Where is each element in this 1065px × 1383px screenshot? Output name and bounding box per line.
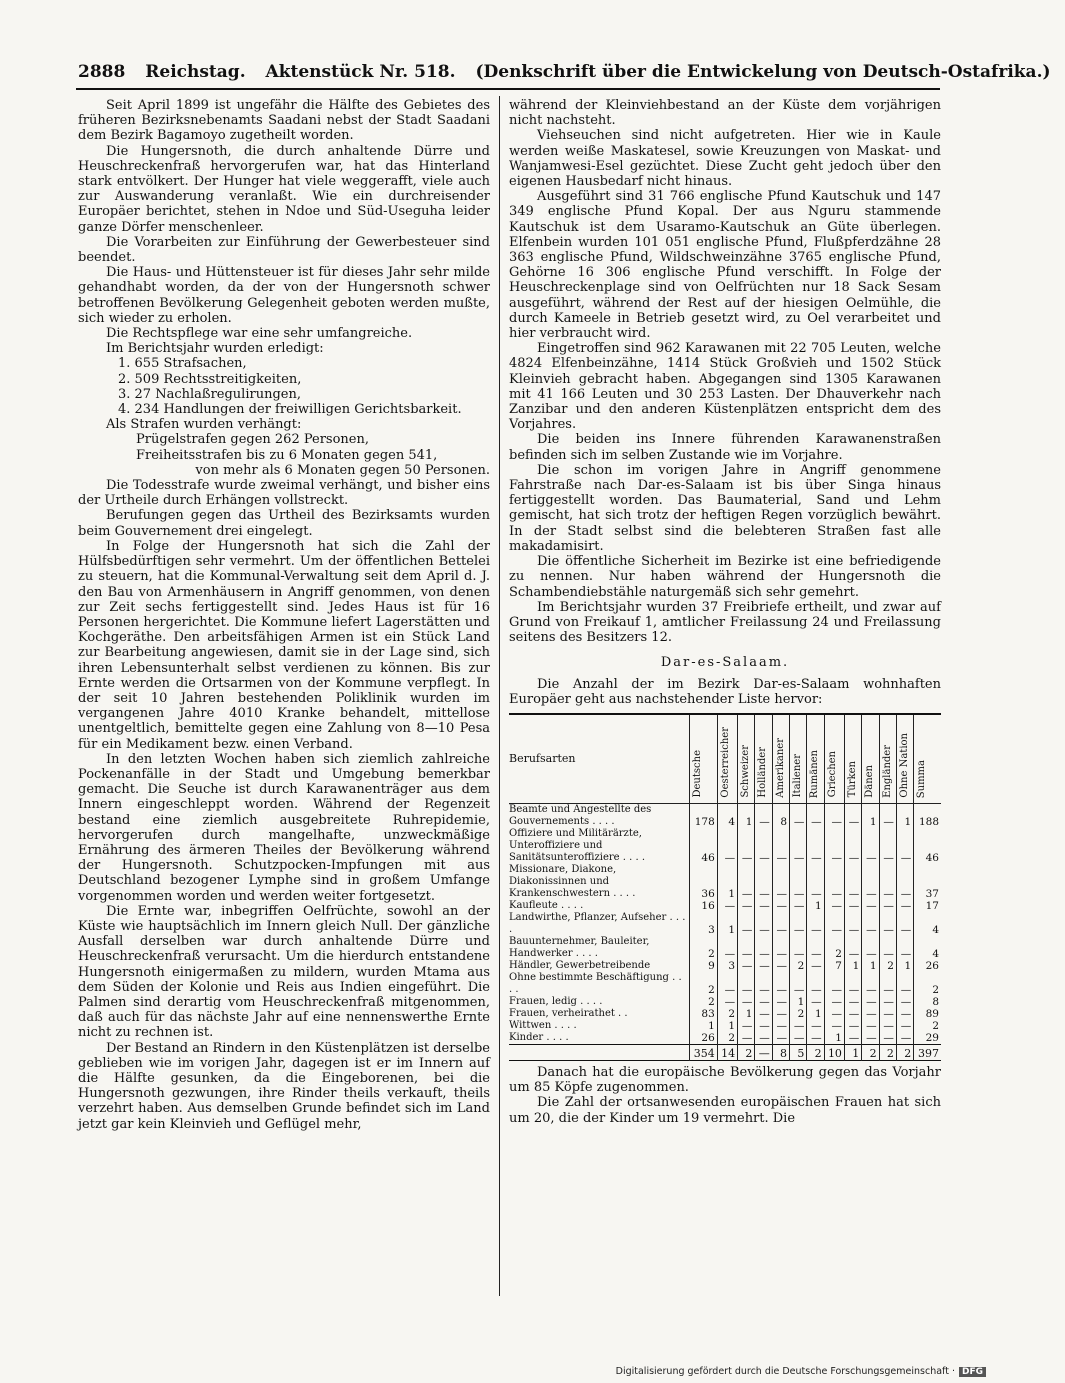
table-cell: — [738,972,755,996]
row-label: Offiziere und Militärärzte, Unteroffiziere und Sanitätsunteroffiziere . . . . [509,827,646,863]
paragraph: Viehseuchen sind nicht aufgetreten. Hier wie in Kaule werden weiße Maskatesel, sowie Kreuzungen von Maskat- und Wanjamwesi-Esel gezüchtet. Diese Zucht geht jedoch über den eigenen Hausbedarf nicht hinaus. [509,128,941,190]
table-cell: — [879,996,896,1008]
total-cell: 2 [896,1044,913,1060]
total-cell: 8 [772,1044,789,1060]
table-cell: 1 [807,1008,824,1020]
european-population-table [509,713,941,1061]
total-cell: 2 [862,1044,879,1060]
table-cell: — [824,972,844,996]
table-cell: — [862,912,879,936]
table-cell: — [738,996,755,1008]
column-header [896,714,913,804]
paragraph: Ausgeführt sind 31 766 englische Pfund Kautschuk und 147 349 englische Pfund Kopal. Der aus Nguru stammende Kautschuk ist dem Usaramo-Kautschuk an Güte überlegen. Elfenbein wurden 101 051 englische Pfund, Flußpferdzähne 28 363 englische Pfund, Wildschweinzähne 3765 englische Pfund, Gehörne 16 306 englische Pfund verschifft. In Folge der Heuschreckenplage sind von Oelfrüchten nur 18 Sack Sesam ausgeführt, während der Rest auf der hiesigen Oelmühle, die durch Kameele in Betrieb gesetzt wird, zu Oel verarbeitet und hier verbraucht wird. [509,189,941,342]
table-row [509,1008,941,1020]
table-body [509,803,941,1060]
column-header-label: Summa [916,759,928,798]
table-cell: — [807,960,824,972]
table-cell: — [844,803,861,828]
table-cell: 4 [914,936,941,960]
table-cell: — [790,912,807,936]
table-cell: — [807,996,824,1008]
paragraph: Die öffentliche Sicherheit im Bezirke ist eine befriedigende zu nennen. Nur haben während der Hungersnoth die Schambendiebstähle naturgemäß sich sehr gemehrt. [509,554,941,600]
table-cell: 3 [717,960,737,972]
table-cell: — [862,936,879,960]
total-cell: 2 [807,1044,824,1060]
row-label: Ohne bestimmte Beschäftigung . . . . [509,971,682,995]
table-cell: 17 [914,900,941,912]
table-cell: — [717,972,737,996]
table-cell: 1 [862,960,879,972]
header-doc: Aktenstück Nr. 518. [265,62,456,82]
table-cell: — [844,1008,861,1020]
list-item: Prügelstrafen gegen 262 Personen, [136,432,369,448]
paragraph: Im Berichtsjahr wurden erledigt: [106,341,324,357]
column-header-label: Holländer [757,747,769,798]
column-header-label: Amerikaner [774,737,786,798]
table-cell: — [862,1008,879,1020]
paragraph: Die Hungersnoth, die durch anhaltende Dürre und Heuschreckenfraß hervorgerufen war, hat das Hinterland stark entvölkert. Der Hunger hat viele weggerafft, viele auch zur Auswanderung veranlaßt. Wie ein durchreisender Europäer berichtet, stehen in Ndoe und Süd-Useguha leider ganze Dörfer menschenleer. [78,143,490,235]
table-cell: 1 [790,996,807,1008]
table-cell: — [879,828,896,864]
table-cell: — [879,864,896,900]
table-cell: 46 [914,828,941,864]
table-cell: — [879,912,896,936]
table-cell: — [879,803,896,828]
table-cell: — [738,864,755,900]
table-cell: 3 [690,912,718,936]
row-label: Beamte und Angestellte des Gouvernements . . . . [509,803,652,827]
table-cell: — [772,1020,789,1032]
list-item: 1. 655 Strafsachen, [118,356,247,372]
paragraph: Danach hat die europäische Bevölkerung gegen das Vorjahr um 85 Köpfe zugenommen. [509,1064,941,1096]
table-cell: — [896,900,913,912]
table-cell: 2 [824,936,844,960]
column-header-label: Türken [846,761,858,798]
dfg-logo: DFG [959,1367,986,1377]
table-cell: — [790,864,807,900]
paragraph: während der Kleinviehbestand an der Küste dem vorjährigen nicht nachsteht. [509,98,941,129]
table-cell: — [790,828,807,864]
table-cell: — [755,1020,772,1032]
table-header-row [509,714,941,804]
paragraph: Die beiden ins Innere führenden Karawanenstraßen befinden sich im selben Zustande wie im Vorjahre. [509,432,941,463]
page-number: 2888 [78,62,126,82]
table-cell: 8 [914,996,941,1008]
table-cell: 1 [717,912,737,936]
table-cell: — [862,828,879,864]
table-row [509,1032,941,1045]
table-row [509,912,941,936]
column-header [790,714,807,804]
table-cell: — [755,912,772,936]
totals-label [509,1044,690,1060]
table-cell: 89 [914,1008,941,1020]
paragraph: Die Ernte war, inbegriffen Oelfrüchte, sowohl an der Küste wie hauptsächlich im Innern gleich Null. Der gänzliche Ausfall derselben war durch anhaltende Dürre und Heuschreckenfraß verursacht. Um die hierdurch entstandene Hungersnoth einigermaßen zu mildern, wurden Mtama aus dem Süden der Kolonie und Reis aus Indien eingeführt. Die Palmen sind derartig vom Heuschreckenfraß mitgenommen, daß auch für das nächste Jahr auf eine nennenswerthe Ernte nicht zu rechnen ist. [78,903,490,1041]
column-header [717,714,737,804]
column-header-label: Engländer [881,744,893,798]
footer-text: Digitalisierung gefördert durch die Deutsche Forschungsgemeinschaft · [615,1366,955,1377]
table-cell: 8 [772,803,789,828]
table-cell: — [896,1032,913,1045]
paragraph: Die Vorarbeiten zur Einführung der Gewerbesteuer sind beendet. [78,234,490,266]
table-cell: — [755,1032,772,1045]
table-cell: — [790,900,807,912]
table-cell: — [896,936,913,960]
table-cell: 29 [914,1032,941,1045]
table-cell: — [772,936,789,960]
table-cell: 4 [717,803,737,828]
table-cell: — [790,803,807,828]
table-row [509,996,941,1008]
column-header-profession: Berufsarten [509,714,690,804]
table-cell: — [790,1032,807,1045]
paragraph: Die Todesstrafe wurde zweimal verhängt, und bisher eins der Urtheile durch Erhängen vollstreckt. [78,478,490,509]
column-header [807,714,824,804]
table-cell: — [790,1020,807,1032]
table-cell: — [807,936,824,960]
column-header-label: Italiener [792,754,804,798]
table-cell: — [755,996,772,1008]
list-item: 2. 509 Rechtsstreitigkeiten, [118,371,302,387]
table-row [509,1020,941,1032]
table-cell: — [844,912,861,936]
table-cell: — [772,828,789,864]
table-cell: — [807,864,824,900]
column-header-label: Ohne Nation [898,733,910,798]
paragraph: Die Anzahl der im Bezirk Dar-es-Salaam wohnhaften Europäer geht aus nachstehender Liste hervor: [509,676,941,707]
table-cell: 2 [690,936,718,960]
table-cell: 9 [690,960,718,972]
column-header [690,714,718,804]
table-cell: — [824,912,844,936]
list-item: 4. 234 Handlungen der freiwilligen Gerichtsbarkeit. [118,402,462,418]
table-cell: — [896,828,913,864]
total-cell: 5 [790,1044,807,1060]
table-cell: 2 [879,960,896,972]
table-cell: — [772,1008,789,1020]
table-cell: — [862,972,879,996]
column-header-label: Deutsche [692,750,703,798]
header-subject: (Denkschrift über die Entwickelung von Deutsch-Ostafrika.) [475,62,1051,82]
table-cell: — [807,828,824,864]
table-cell: — [755,936,772,960]
table-cell: — [772,900,789,912]
total-cell: 2 [738,1044,755,1060]
table-cell: 1 [738,803,755,828]
page-header [78,62,1051,88]
right-column [509,98,941,1298]
list-item: 3. 27 Nachlaßregulirungen, [118,386,301,402]
column-header-label: Schweizer [740,745,752,798]
total-cell: 397 [914,1044,941,1060]
table-cell: — [755,828,772,864]
table-cell: 1 [717,864,737,900]
table-row [509,828,941,864]
table-cell: — [862,900,879,912]
row-label: Wittwen . . . . [509,1019,577,1031]
table-cell: 2 [717,1008,737,1020]
paragraph: Die schon im vorigen Jahre in Angriff genommene Fahrstraße nach Dar-es-Salaam ist bis über Singa hinaus fertiggestellt worden. Das Baumaterial, Sand und Lehm gemischt, hat sich trotz der heftigen Regen vorzüglich bewährt. In der Stadt selbst sind die belebteren Straßen fast alle makadamisirt. [509,462,941,554]
table-cell: 83 [690,1008,718,1020]
table-cell: 2 [914,972,941,996]
row-label: Kinder . . . . [509,1031,569,1043]
total-cell: 2 [879,1044,896,1060]
column-header [772,714,789,804]
table-cell: — [755,900,772,912]
table-cell: — [807,1020,824,1032]
row-label: Frauen, ledig . . . . [509,995,603,1007]
table-cell: — [896,1020,913,1032]
table-cell: 1 [896,803,913,828]
table-cell: 2 [717,1032,737,1045]
total-cell: — [755,1044,772,1060]
table-cell: — [807,912,824,936]
table-cell: — [824,828,844,864]
table-cell: — [772,864,789,900]
column-header [914,714,941,804]
table-cell: 1 [896,960,913,972]
table-row [509,803,941,828]
column-header [844,714,861,804]
header-rule [76,88,940,90]
table-cell: 1 [807,900,824,912]
column-header-label: Rumänen [809,749,821,798]
table-cell: — [772,1032,789,1045]
table-cell: 4 [914,912,941,936]
table-cell: — [790,972,807,996]
table-cell: — [844,1020,861,1032]
left-column [78,98,490,1298]
row-label: Kaufleute . . . . [509,899,584,911]
table-cell: — [807,1032,824,1045]
paragraph: Eingetroffen sind 962 Karawanen mit 22 705 Leuten, welche 4824 Elfenbeinzähne, 1414 Stück Großvieh und 1502 Stück Kleinvieh gebracht haben. Abgegangen sind 1305 Karawanen mit 41 166 Leuten und 30 253 Lasten. Der Dhauverkehr nach Zanzibar und den anderen Küstenplätzen entspricht dem des Vorjahres. [509,341,941,433]
column-header-label: Oesterreicher [719,727,731,798]
table-cell: 1 [717,1020,737,1032]
table-cell: 16 [690,900,718,912]
table-cell: — [824,900,844,912]
table-cell: 1 [738,1008,755,1020]
row-label: Frauen, verheirathet . . [509,1007,628,1019]
total-cell: 1 [844,1044,861,1060]
table-cell: — [824,864,844,900]
table-cell: — [844,900,861,912]
table-cell: 1 [862,803,879,828]
table-cell: — [879,1008,896,1020]
table-cell: 26 [690,1032,718,1045]
total-cell: 354 [690,1044,718,1060]
table-cell: 2 [690,972,718,996]
table-cell: — [755,1008,772,1020]
table-cell: — [844,936,861,960]
section-title: Dar-es-Salaam. [660,655,790,671]
table-cell: — [738,1020,755,1032]
table-cell: 2 [790,1008,807,1020]
table-cell: — [862,996,879,1008]
table-cell: 2 [690,996,718,1008]
table-row [509,864,941,900]
table-cell: — [755,972,772,996]
table-cell: — [755,803,772,828]
table-cell: — [862,1020,879,1032]
table-cell: — [738,960,755,972]
table-cell: — [717,996,737,1008]
table-cell: — [896,972,913,996]
table-cell: — [807,803,824,828]
table-cell: — [772,912,789,936]
table-cell: 2 [914,1020,941,1032]
table-row [509,972,941,996]
table-cell: 178 [690,803,718,828]
table-cell: — [772,996,789,1008]
table-cell: — [879,936,896,960]
row-label: Händler, Gewerbetreibende [509,959,651,971]
paragraph: In Folge der Hungersnoth hat sich die Zahl der Hülfsbedürftigen sehr vermehrt. Um der öffentlichen Bettelei zu steuern, hat die Kommunal-Verwaltung seit dem April d. J. den Bau von Armenhäusern in Angriff genommen, von denen zur Zeit sechs fertiggestellt sind. Jedes Haus ist für 16 Personen hergerichtet. Die Kommune liefert Lagerstätten und Kochgeräthe. Den arbeitsfähigen Armen ist ein Stück Land zur Bearbeitung angewiesen, damit sie in der Lage sind, sich ihren Lebensunterhalt selbst verdienen zu können. Bis zur Ernte werden die Ortsarmen von der Kommune verpflegt. In der seit 10 Jahren bestehenden Poliklinik wurden im vergangenen Jahre 4010 Kranke behandelt, mittellose unentgeltlich, bemittelte gegen eine Zahlung von 8—10 Pesa für ein Medikament bezw. einen Verband. [78,538,490,752]
table-cell: 46 [690,828,718,864]
table-cell: — [717,828,737,864]
paragraph: Die Zahl der ortsanwesenden europäischen Frauen hat sich um 20, die der Kinder um 19 vermehrt. Die [509,1095,941,1126]
table-cell: — [896,864,913,900]
row-label: Bauunternehmer, Bauleiter, Handwerker . . . . [509,935,650,959]
table-cell: — [738,900,755,912]
table-cell: — [790,936,807,960]
table-cell: — [844,828,861,864]
table-cell: — [717,900,737,912]
row-label: Landwirthe, Pflanzer, Aufseher . . . . [509,911,686,935]
paragraph: Die Haus- und Hüttensteuer ist für dieses Jahr sehr milde gehandhabt worden, da der von der Hungersnoth schwer betroffenen Bevölkerung Gelegenheit geboten werden mußte, sich wieder zu erholen. [78,265,490,326]
table-cell: — [824,1008,844,1020]
table-cell: 7 [824,960,844,972]
totals-row [509,1044,941,1060]
table-cell: — [772,960,789,972]
table-cell: — [738,912,755,936]
paragraph: Im Berichtsjahr wurden 37 Freibriefe ertheilt, und zwar auf Grund von Freikauf 1, amtlicher Freilassung 24 und Freilassung seitens des Besitzers 12. [509,599,941,646]
table-cell: 1 [690,1020,718,1032]
header-body: Reichstag. [145,62,246,82]
table-cell: — [844,996,861,1008]
table-row [509,900,941,912]
paragraph: Seit April 1899 ist ungefähr die Hälfte des Gebietes des früheren Bezirksnebenamts Saadani nebst der Stadt Saadani dem Bezirk Bagamoyo zugetheilt worden. [78,98,490,144]
total-cell: 14 [717,1044,737,1060]
table-cell: — [862,1032,879,1045]
column-header-label: Griechen [826,751,838,798]
table-cell: — [755,864,772,900]
table-row [509,960,941,972]
column-header [755,714,772,804]
table-cell: — [879,1032,896,1045]
table-cell: 37 [914,864,941,900]
row-label: Missionare, Diakone, Diakonissinnen und Krankenschwestern . . . . [509,863,636,899]
after-table-text [509,1065,941,1126]
table-cell: — [879,900,896,912]
table-cell: — [896,912,913,936]
total-cell: 10 [824,1044,844,1060]
list-item: von mehr als 6 Monaten gegen 50 Personen. [195,462,490,478]
table-cell: 1 [824,1032,844,1045]
list-item: Freiheitsstrafen bis zu 6 Monaten gegen 541, [136,447,438,463]
table-cell: — [807,972,824,996]
paragraph: Als Strafen wurden verhängt: [106,417,302,433]
table-cell: — [844,1032,861,1045]
table-cell: — [824,1020,844,1032]
table-cell: — [844,864,861,900]
table-cell: — [738,1032,755,1045]
table-cell: — [755,960,772,972]
column-header [879,714,896,804]
column-header [862,714,879,804]
table-cell: — [717,936,737,960]
table-cell: — [844,972,861,996]
table-cell: 2 [790,960,807,972]
table-cell: — [879,972,896,996]
table-cell: — [738,828,755,864]
table-cell: 1 [844,960,861,972]
paragraph: In den letzten Wochen haben sich ziemlich zahlreiche Pockenanfälle in der Stadt und Umgebung bemerkbar gemacht. Die Seuche ist durch Karawanenträger aus dem Innern eingeschleppt worden. Während der Regenzeit bestand eine ziemlich ausgebreitete Ruhrepidemie, hervorgerufen durch mangelhafte, unzweckmäßige Ernährung des ärmeren Theiles der Bevölkerung während der Hungersnoth. Schutzpocken-Impfungen mit aus Deutschland bezogener Lymphe sind in großem Umfange vorgenommen worden und werden weiter fortgesetzt. [78,751,490,904]
table-cell: — [879,1020,896,1032]
column-header-label: Dänen [864,764,876,798]
paragraph: Der Bestand an Rindern in den Küstenplätzen ist derselbe geblieben wie im vorigen Jahr, dagegen ist er im Innern auf die Hälfte gesunken, da die Eingeborenen, bei die Hungersnoth gezwungen, ihre Rinder theils verkauft, theils verzehrt haben. Aus demselben Grunde befindet sich im Land jetzt gar kein Kleinvieh und Geflügel mehr, [78,1040,490,1132]
table-cell: 26 [914,960,941,972]
case-list [118,356,490,417]
table-cell: — [824,803,844,828]
table-cell: — [738,936,755,960]
paragraph: Berufungen gegen das Urtheil des Bezirksamts wurden beim Gouvernement drei eingelegt. [78,508,490,539]
table-cell: — [862,864,879,900]
paragraph: Die Rechtspflege war eine sehr umfangreiche. [106,326,413,342]
column-header [738,714,755,804]
table-cell: — [896,1008,913,1020]
column-divider [499,96,500,1296]
footer [616,1366,986,1377]
penalty-list [136,432,490,478]
table-cell: 36 [690,864,718,900]
column-header [824,714,844,804]
table-cell: — [824,996,844,1008]
table-cell: 188 [914,803,941,828]
table-cell: — [772,972,789,996]
table-row [509,936,941,960]
table-cell: — [896,996,913,1008]
